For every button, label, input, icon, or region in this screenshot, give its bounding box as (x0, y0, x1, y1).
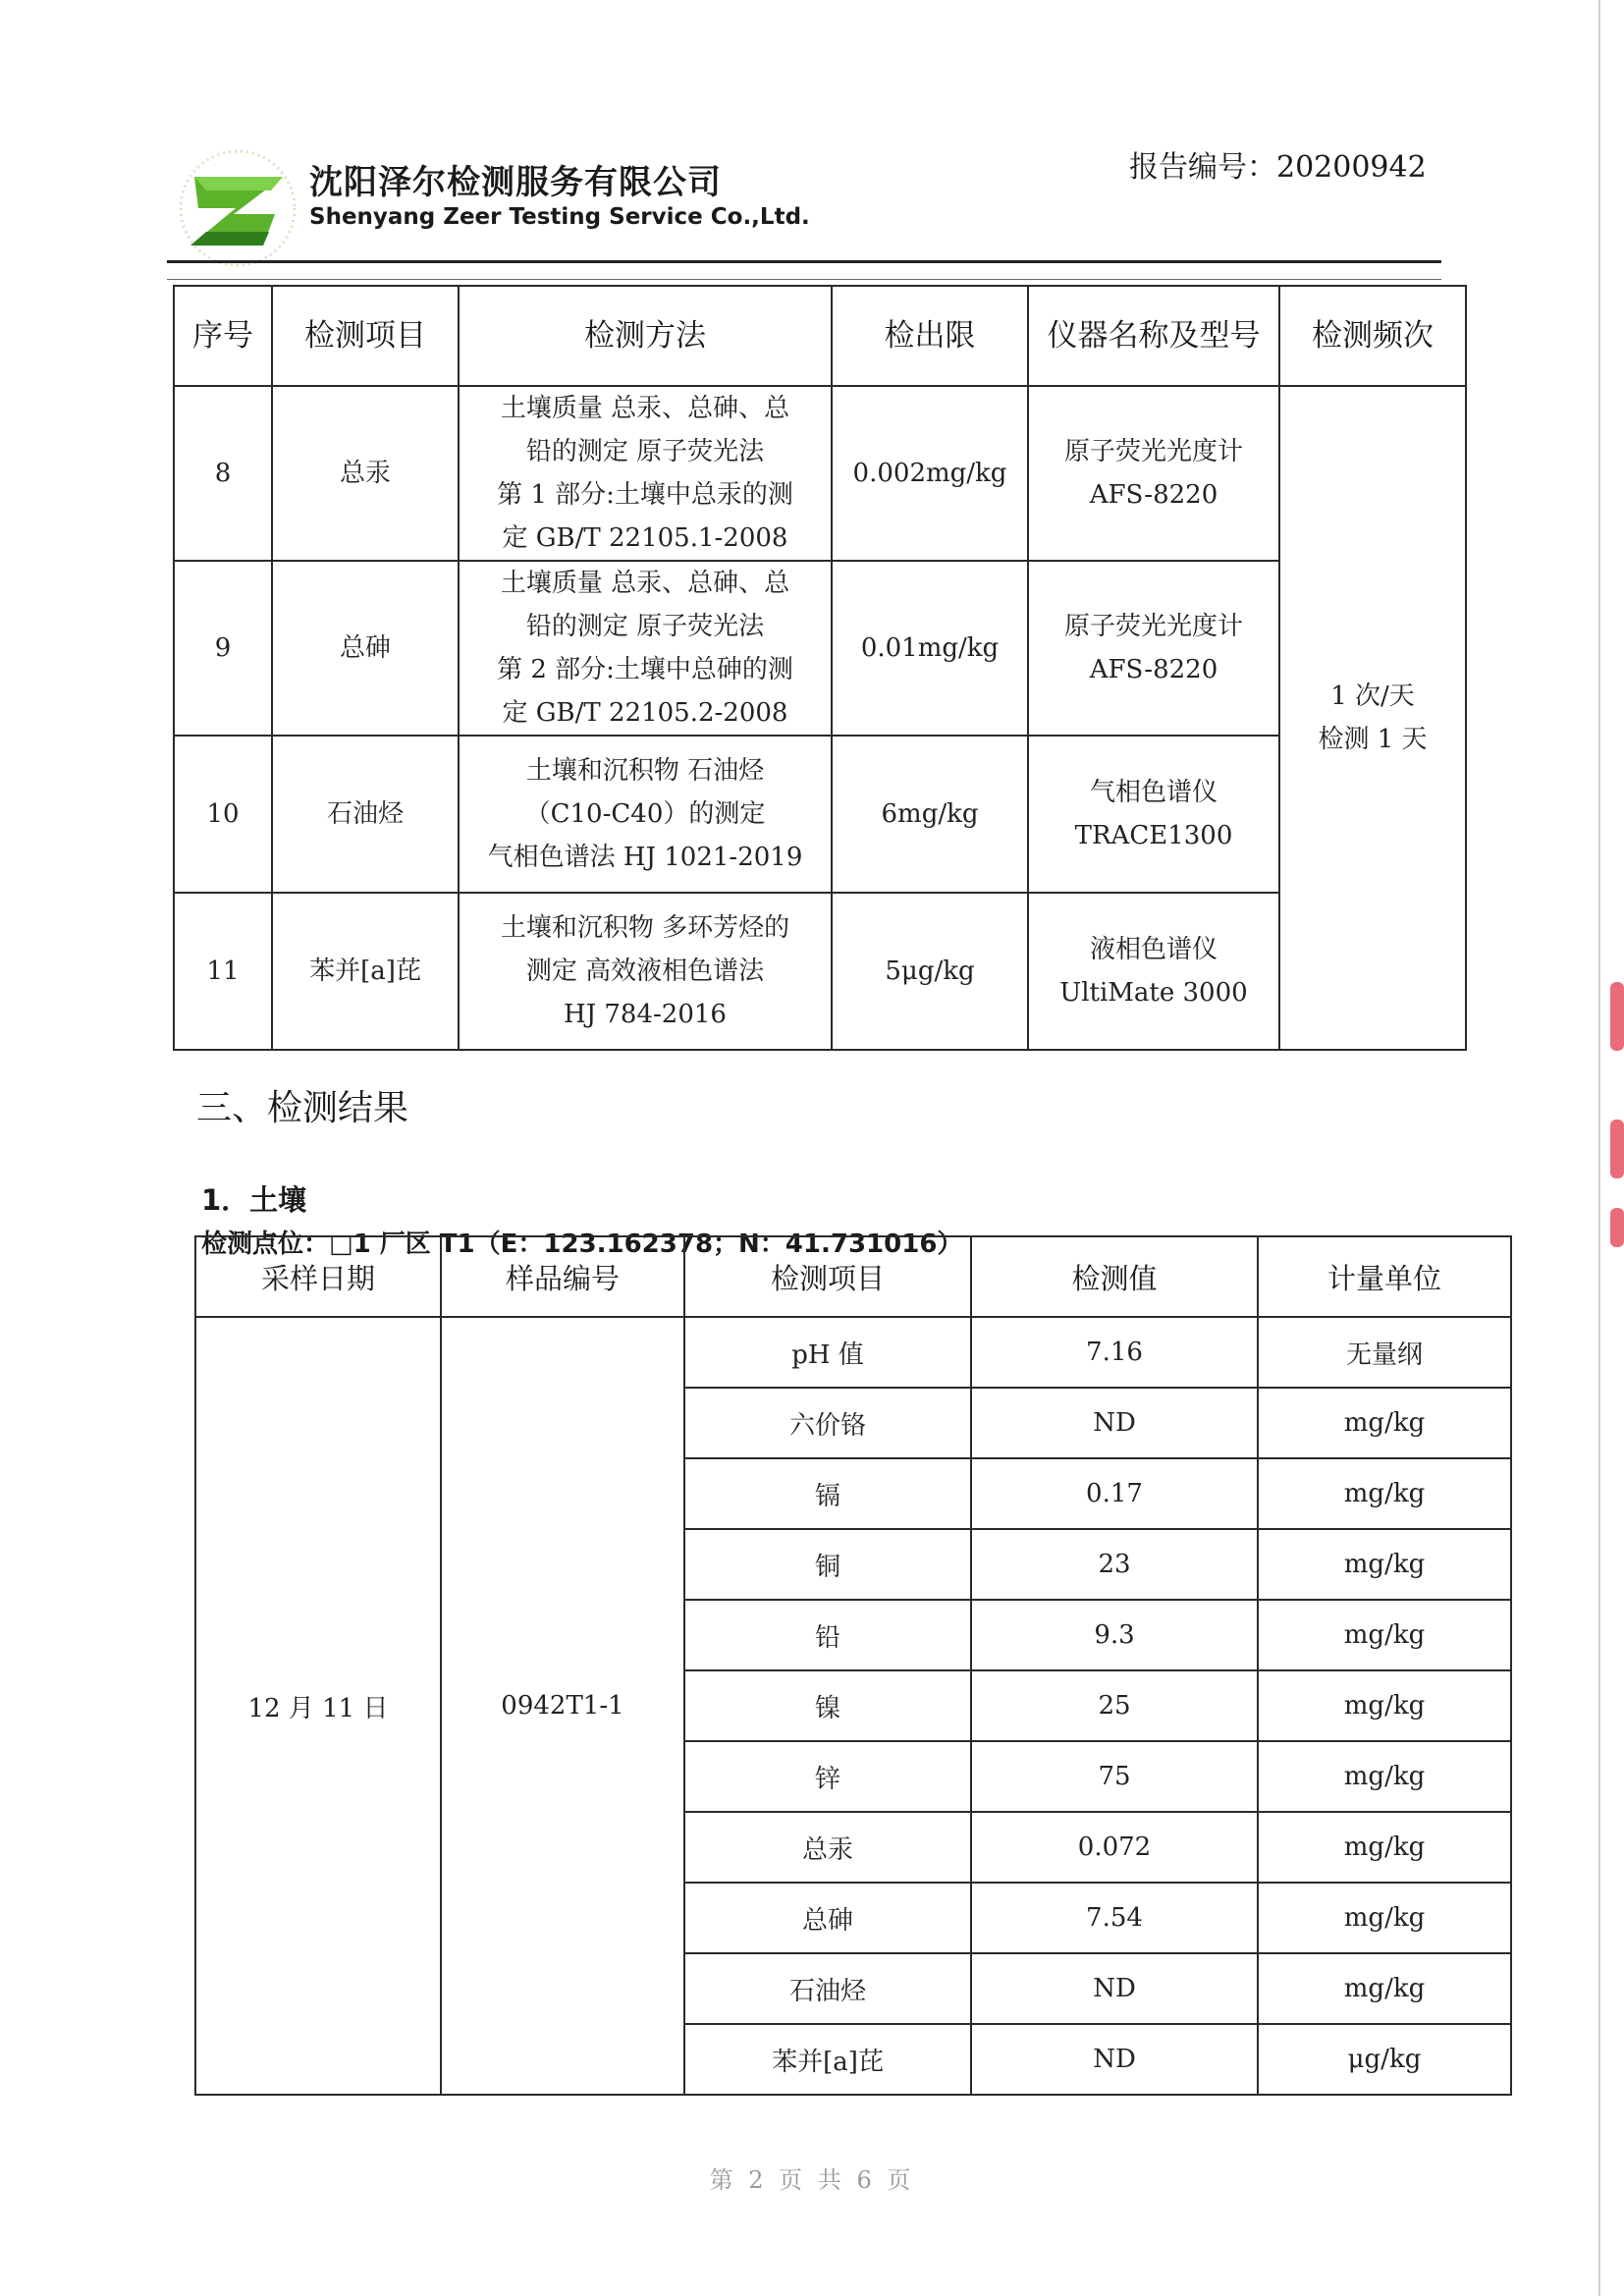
header-divider-thin (167, 279, 1441, 280)
header-divider (167, 260, 1441, 263)
result-value: 7.54 (971, 1883, 1258, 1953)
header-cell: 检测项目 (684, 1236, 971, 1317)
result-value: 0.17 (971, 1458, 1258, 1529)
result-table (194, 1235, 1512, 2096)
test-frequency (1279, 386, 1466, 1050)
result-item: 铅 (684, 1600, 971, 1670)
instrument-name: 原子荧光光度计 (1063, 437, 1243, 466)
method-line: 土壤和沉积物 多环芳烃的 (500, 913, 790, 943)
method-line: HJ 784-2016 (564, 1000, 727, 1029)
table-row (174, 561, 1466, 736)
result-value: ND (971, 2024, 1258, 2095)
result-value: ND (971, 1388, 1258, 1458)
detection-limit: 0.002mg/kg (832, 386, 1028, 561)
result-value: ND (971, 1953, 1258, 2024)
method-line: 土壤质量 总汞、总砷、总 (500, 569, 790, 598)
result-unit: mg/kg (1258, 1953, 1511, 2024)
method-line: 土壤和沉积物 石油烃 (525, 756, 765, 786)
result-value: 9.3 (971, 1600, 1258, 1670)
result-unit: mg/kg (1258, 1883, 1511, 1953)
result-item: pH 值 (684, 1317, 971, 1388)
method-table-header-row (174, 286, 1466, 386)
result-unit: mg/kg (1258, 1600, 1511, 1670)
result-item: 苯并[a]芘 (684, 2024, 971, 2095)
header-cell: 检测值 (971, 1236, 1258, 1317)
row-number: 10 (174, 736, 272, 893)
result-unit: mg/kg (1258, 1388, 1511, 1458)
header-cell: 检测项目 (272, 286, 459, 386)
method-line: 测定 高效液相色谱法 (525, 957, 765, 986)
instrument-model: UltiMate 3000 (1059, 978, 1248, 1008)
header-cell: 仪器名称及型号 (1028, 286, 1279, 386)
result-value: 75 (971, 1741, 1258, 1812)
header-cell: 检测频次 (1279, 286, 1466, 386)
result-unit: mg/kg (1258, 1670, 1511, 1741)
instrument-model: AFS-8220 (1089, 655, 1218, 684)
result-unit: mg/kg (1258, 1529, 1511, 1600)
result-value: 0.072 (971, 1812, 1258, 1883)
instrument-name: 原子荧光光度计 (1063, 612, 1243, 641)
instrument-model: AFS-8220 (1089, 480, 1218, 510)
test-method (459, 561, 832, 736)
test-method (459, 893, 832, 1050)
test-method (459, 736, 832, 893)
method-line: （C10-C40）的测定 (524, 799, 766, 829)
method-line: 第 2 部分:土壤中总砷的测 (497, 655, 793, 684)
result-value: 23 (971, 1529, 1258, 1600)
seal-edge-mark (1610, 982, 1624, 1051)
row-number: 9 (174, 561, 272, 736)
detection-limit: 5μg/kg (832, 893, 1028, 1050)
result-item: 石油烃 (684, 1953, 971, 2024)
test-item: 总砷 (272, 561, 459, 736)
instrument (1028, 736, 1279, 893)
binding-line (1598, 0, 1600, 2296)
row-number: 8 (174, 386, 272, 561)
method-line: 铅的测定 原子荧光法 (525, 612, 765, 641)
test-method (459, 386, 832, 561)
result-unit: mg/kg (1258, 1741, 1511, 1812)
method-table (173, 285, 1467, 1051)
result-unit: mg/kg (1258, 1458, 1511, 1529)
result-item: 镍 (684, 1670, 971, 1741)
sample-number: 0942T1-1 (441, 1317, 684, 2095)
result-item: 锌 (684, 1741, 971, 1812)
table-row (174, 386, 1466, 561)
result-item: 总汞 (684, 1812, 971, 1883)
company-name-cn: 沈阳泽尔检测服务有限公司 (309, 163, 722, 202)
test-item: 苯并[a]芘 (272, 893, 459, 1050)
detection-limit: 6mg/kg (832, 736, 1028, 893)
method-line: 铅的测定 原子荧光法 (525, 437, 765, 466)
test-item: 石油烃 (272, 736, 459, 893)
instrument-model: TRACE1300 (1074, 821, 1233, 850)
result-item: 总砷 (684, 1883, 971, 1953)
instrument (1028, 893, 1279, 1050)
page-number: 第 2 页 共 6 页 (709, 2166, 915, 2194)
company-logo-icon (177, 147, 299, 270)
result-unit: 无量纲 (1258, 1317, 1511, 1388)
table-row (174, 893, 1466, 1050)
method-line: 土壤质量 总汞、总砷、总 (500, 394, 790, 423)
detection-limit: 0.01mg/kg (832, 561, 1028, 736)
sampling-date: 12 月 11 日 (195, 1317, 441, 2095)
row-number: 11 (174, 893, 272, 1050)
header-cell: 计量单位 (1258, 1236, 1511, 1317)
method-line: 定 GB/T 22105.1-2008 (502, 523, 788, 553)
sampling-location: 检测点位：□1 厂区 T1（E：123.162378；N：41.731016） (201, 1230, 963, 1259)
table-row (174, 736, 1466, 893)
header-cell: 采样日期 (195, 1236, 441, 1317)
header-cell: 检测方法 (459, 286, 832, 386)
method-line: 第 1 部分:土壤中总汞的测 (497, 480, 793, 510)
result-item: 六价铬 (684, 1388, 971, 1458)
result-unit: mg/kg (1258, 1812, 1511, 1883)
instrument (1028, 561, 1279, 736)
table-row (195, 1317, 1511, 1388)
section-title: 三、检测结果 (196, 1088, 409, 1128)
report-number: 报告编号：20200942 (1129, 150, 1427, 185)
result-value: 25 (971, 1670, 1258, 1741)
result-item: 镉 (684, 1458, 971, 1529)
result-value: 7.16 (971, 1317, 1258, 1388)
result-item: 铜 (684, 1529, 971, 1600)
frequency-line: 检测 1 天 (1318, 725, 1428, 754)
method-line: 定 GB/T 22105.2-2008 (502, 698, 788, 728)
sub-section-title: 1．土壤 (201, 1183, 307, 1217)
company-name-en: Shenyang Zeer Testing Service Co.,Ltd. (309, 204, 810, 230)
seal-edge-mark (1610, 1120, 1624, 1178)
header-cell: 样品编号 (441, 1236, 684, 1317)
result-unit: μg/kg (1258, 2024, 1511, 2095)
method-line: 气相色谱法 HJ 1021-2019 (487, 843, 803, 872)
test-item: 总汞 (272, 386, 459, 561)
instrument-name: 液相色谱仪 (1089, 935, 1218, 964)
seal-edge-mark (1610, 1208, 1624, 1247)
result-table-header-row (195, 1236, 1511, 1317)
header-cell: 序号 (174, 286, 272, 386)
instrument (1028, 386, 1279, 561)
instrument-name: 气相色谱仪 (1089, 778, 1218, 807)
frequency-line: 1 次/天 (1330, 682, 1415, 711)
header-cell: 检出限 (832, 286, 1028, 386)
